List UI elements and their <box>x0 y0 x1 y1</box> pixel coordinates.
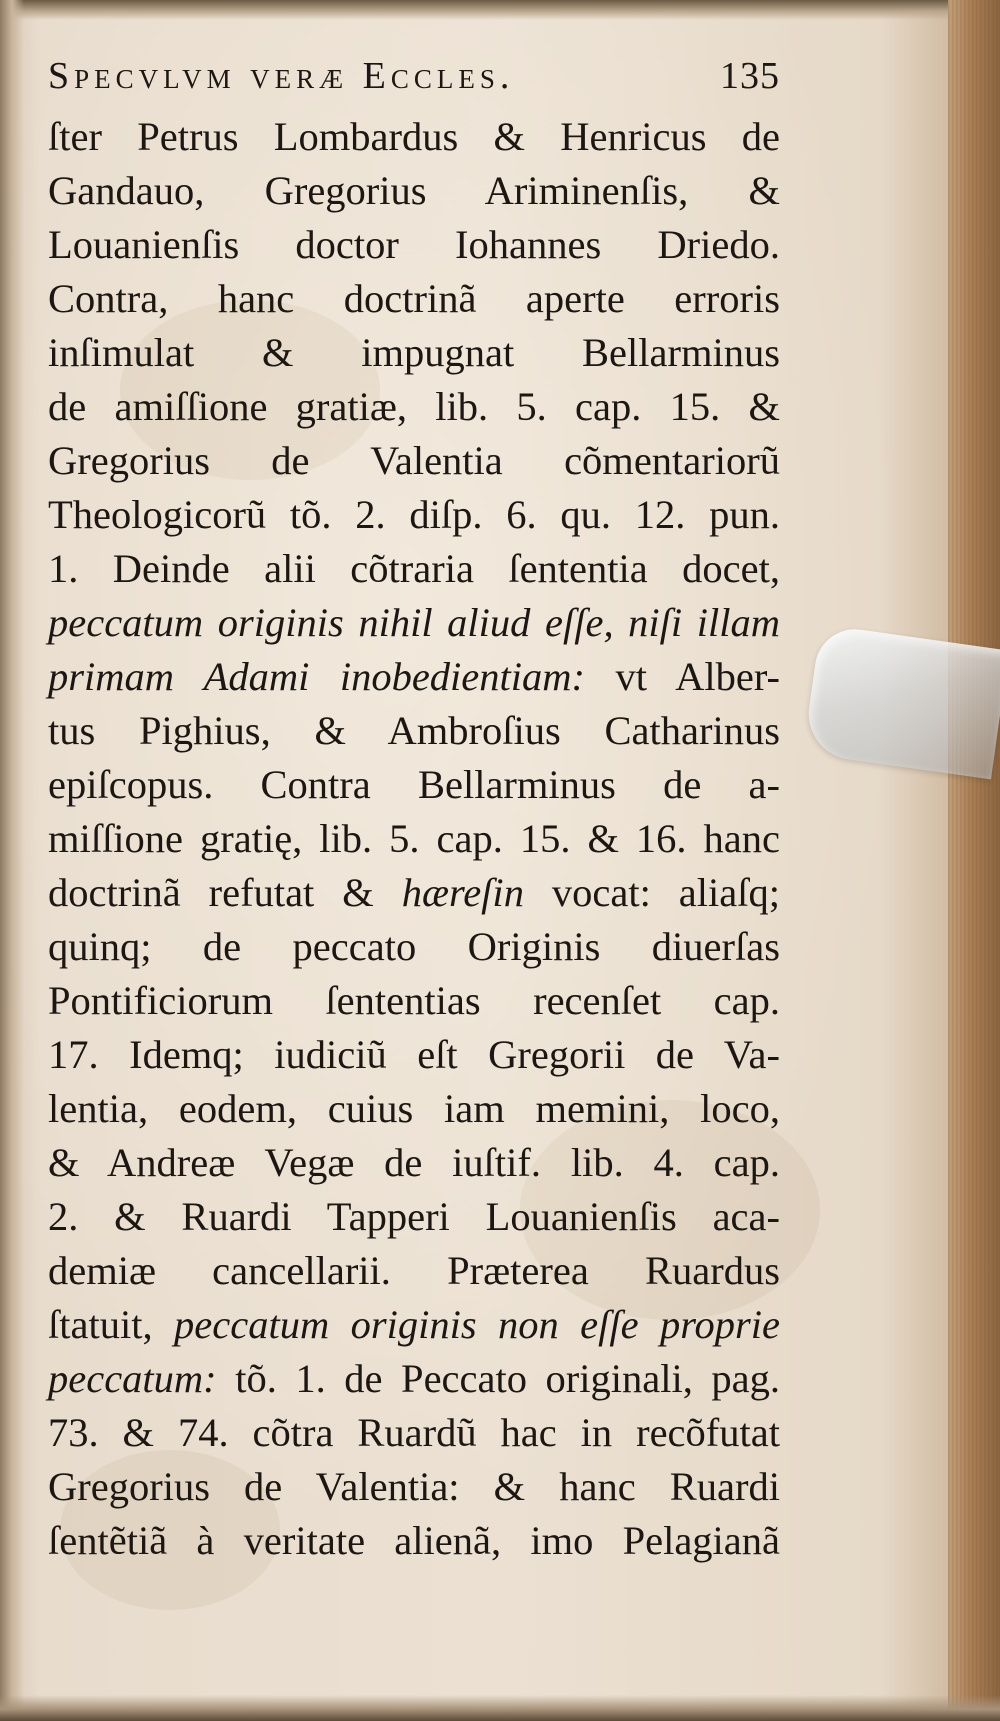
page-top-shadow <box>0 0 1000 20</box>
text-line: Contra, hanc doctrinã aperte erroris <box>48 276 780 321</box>
italic-text: primam Adami inobedientiam: <box>48 654 586 699</box>
text-run: 1. Deinde alii cõtraria ſententia docet, <box>48 546 780 591</box>
text-line: Pontificiorum ſententias recenſet cap. <box>48 978 780 1023</box>
text-line: inſimulat & impugnat Bellarminus <box>48 330 780 375</box>
italic-text: peccatum originis nihil aliud eſſe, niſi illam <box>48 600 780 645</box>
text-line: Gandauo, Gregorius Ariminenſis, & <box>48 168 780 213</box>
text-line <box>48 650 780 704</box>
page-clip <box>803 624 1000 779</box>
page-edges-block <box>948 0 1000 1721</box>
text-block <box>48 48 780 1568</box>
running-title: Specvlvm veræ Eccles. <box>48 55 515 97</box>
text-run: vt Alber- <box>585 654 780 699</box>
italic-text: hæreſin <box>401 870 524 915</box>
page-number: 135 <box>720 55 780 97</box>
text-run: vocat: aliaſq; <box>523 870 780 915</box>
text-run: ſtatuit, <box>48 1302 175 1347</box>
text-line: 73. & 74. cõtra Ruardũ hac in recõfutat <box>48 1410 780 1455</box>
text-line: Gregorius de Valentia: & hanc Ruardi <box>48 1464 780 1509</box>
text-line <box>48 1298 780 1352</box>
text-run: doctrinã refutat & <box>48 870 402 915</box>
text-run: tõ. 1. de Peccato originali, pag. <box>216 1356 780 1401</box>
italic-text: peccatum: <box>48 1356 217 1401</box>
text-line: de amiſſione gratiæ, lib. 5. cap. 15. & <box>48 384 780 429</box>
page-bottom-shadow <box>0 1695 1000 1721</box>
text-line: & Andreæ Vegæ de iuſtif. lib. 4. cap. <box>48 1140 780 1185</box>
text-line: ſentẽtiã à veritate alienã, imo Pelagianã <box>48 1518 780 1563</box>
text-line <box>48 542 780 596</box>
text-line: Gregorius de Valentia cõmentariorũ <box>48 438 780 483</box>
text-line: 2. & Ruardi Tapperi Louanienſis aca- <box>48 1194 780 1239</box>
running-header <box>48 48 780 110</box>
text-line: epiſcopus. Contra Bellarminus de a- <box>48 762 780 807</box>
text-line <box>48 866 780 920</box>
text-line: lentia, eodem, cuius iam memini, loco, <box>48 1086 780 1131</box>
body-text <box>48 110 780 1568</box>
italic-text: peccatum originis non eſſe proprie <box>174 1302 780 1347</box>
text-line: Theologicorũ tõ. 2. diſp. 6. qu. 12. pun. <box>48 492 780 537</box>
text-line: quinq; de peccato Originis diuerſas <box>48 924 780 969</box>
text-line <box>48 1352 780 1406</box>
text-line: demiæ cancellarii. Præterea Ruardus <box>48 1248 780 1293</box>
text-line <box>48 596 780 650</box>
text-line: Louanienſis doctor Iohannes Driedo. <box>48 222 780 267</box>
page-gutter-shadow <box>0 0 24 1721</box>
text-line: 17. Idemq; iudiciũ eſt Gregorii de Va- <box>48 1032 780 1077</box>
text-line: miſſione gratię, lib. 5. cap. 15. & 16. hanc <box>48 816 780 861</box>
text-line: ſter Petrus Lombardus & Henricus de <box>48 114 780 159</box>
text-line: tus Pighius, & Ambroſius Catharinus <box>48 708 780 753</box>
